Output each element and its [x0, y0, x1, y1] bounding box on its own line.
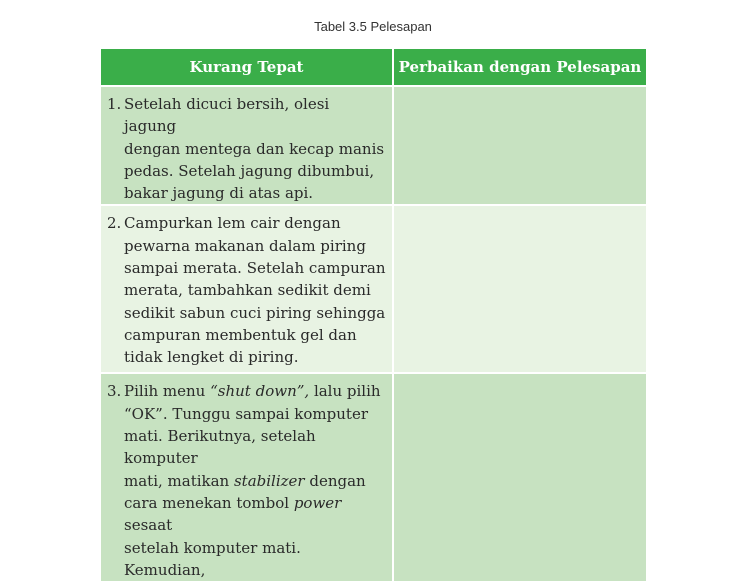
kurang-tepat-cell [101, 205, 393, 373]
text-run: dengan [304, 471, 366, 490]
text-line: mati. Berikutnya, setelah komputer [124, 427, 316, 468]
text-line: merata, tambahkan sedikit demi [124, 281, 371, 300]
pelesapan-table [101, 49, 646, 581]
text-line: sedikit sabun cuci piring sehingga [124, 303, 386, 322]
text-line: bakar jagung di atas api. [124, 184, 314, 203]
text-line: “OK”. Tunggu sampai komputer [124, 404, 368, 423]
text-line: dengan mentega dan kecap manis [124, 139, 385, 158]
text-line [124, 470, 386, 492]
text-line: Setelah dicuci bersih, olesi jagung [124, 95, 330, 136]
table-caption: Tabel 3.5 Pelesapan [314, 19, 432, 34]
text-line: setelah komputer mati. Kemudian, [124, 538, 301, 579]
text-line: Campurkan lem cair dengan [124, 214, 341, 233]
header-perbaikan: Perbaikan dengan Pelesapan [393, 49, 646, 86]
text-run: cara menekan tombol [124, 493, 294, 512]
item-number: 2. [107, 214, 122, 233]
text-line: campuran membentuk gel dan [124, 325, 357, 344]
text-run-italic: stabilizer [233, 471, 305, 490]
item-number: 1. [107, 95, 122, 113]
text-run: mati, matikan [124, 471, 234, 490]
text-line [124, 492, 386, 537]
text-line: tidak lengket di piring. [124, 348, 299, 367]
perbaikan-cell [393, 373, 646, 581]
table-row [101, 86, 646, 205]
text-line: pewarna makanan dalam piring [124, 236, 366, 255]
perbaikan-cell [393, 205, 646, 373]
table-row [101, 373, 646, 581]
header-kurang-tepat: Kurang Tepat [101, 49, 393, 86]
text-run-italic: power [293, 493, 342, 512]
text-run: sesaat [124, 516, 173, 535]
perbaikan-cell [393, 86, 646, 205]
table-header-row [101, 49, 646, 86]
text-line: pedas. Setelah jagung dibumbui, [124, 161, 375, 180]
text-run: Pilih menu [124, 382, 211, 401]
text-line [124, 380, 386, 402]
item-number: 3. [107, 382, 122, 401]
table-row [101, 205, 646, 373]
text-line: sampai merata. Setelah campuran [124, 259, 386, 278]
kurang-tepat-cell [101, 86, 393, 205]
text-run-italic: “shut down”, [210, 382, 310, 401]
kurang-tepat-cell [101, 373, 393, 581]
text-run: lalu pilih [309, 382, 381, 401]
